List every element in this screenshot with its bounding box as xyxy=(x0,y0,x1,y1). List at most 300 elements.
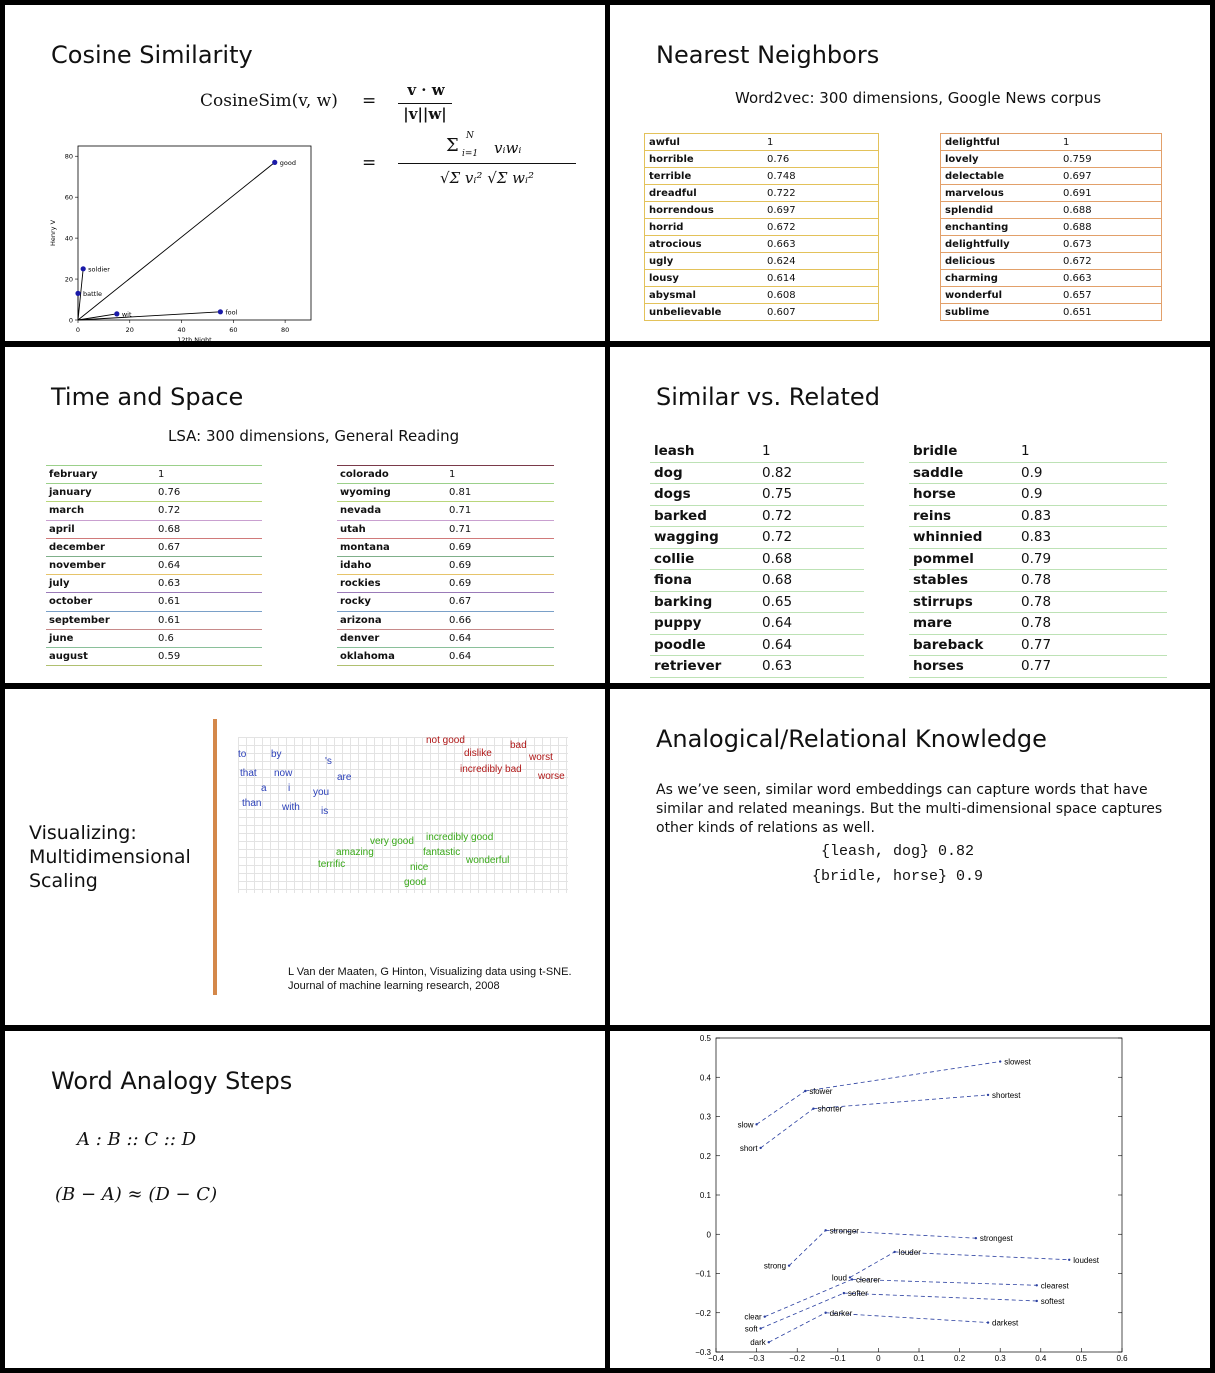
score-cell: 0.66 xyxy=(446,611,554,629)
table-row xyxy=(337,629,554,647)
table-row xyxy=(337,502,554,520)
word-cell: delightful xyxy=(941,134,1060,151)
tsne-word: a xyxy=(261,783,267,794)
point-label-stronger: stronger xyxy=(829,1226,859,1236)
formula-lhs: CosineSim(v, w) xyxy=(200,91,338,111)
formula-frac2-num-i: i=1 xyxy=(462,149,479,159)
table-row xyxy=(909,548,1167,570)
x-tick-label: −0.4 xyxy=(708,1354,724,1363)
table-row xyxy=(337,484,554,502)
point-label-clearer: clearer xyxy=(856,1275,881,1285)
slide-cosine-similarity xyxy=(5,5,605,344)
word-cell: dreadful xyxy=(645,185,764,202)
point-loudest xyxy=(1068,1259,1070,1261)
table-row xyxy=(650,570,864,592)
score-cell: 0.673 xyxy=(1059,236,1162,253)
y-axis-label: Henry V xyxy=(49,219,57,247)
table-row xyxy=(941,185,1162,202)
score-cell: 0.71 xyxy=(446,502,554,520)
score-cell: 0.663 xyxy=(763,236,879,253)
point-label-short: short xyxy=(739,1143,758,1153)
score-cell: 0.63 xyxy=(758,656,864,678)
tsne-word: nice xyxy=(410,862,429,873)
score-cell: 0.663 xyxy=(1059,270,1162,287)
vector-line-good xyxy=(78,162,275,320)
word-cell: bareback xyxy=(909,634,1017,656)
y-tick-label: −0.1 xyxy=(695,1269,711,1279)
table-row xyxy=(909,484,1167,506)
point-label-shortest: shortest xyxy=(992,1090,1021,1100)
score-cell: 0.6 xyxy=(155,629,262,647)
table-row xyxy=(645,151,879,168)
point-label-louder: louder xyxy=(898,1247,921,1257)
point-label-dark: dark xyxy=(750,1338,766,1348)
word-cell: march xyxy=(46,502,155,520)
word-cell: december xyxy=(46,538,155,556)
slide-similar-vs-related xyxy=(610,347,1210,683)
tsne-word: that xyxy=(240,768,257,779)
word-cell: idaho xyxy=(337,556,446,574)
tsne-word: by xyxy=(271,749,282,760)
word-cell: collie xyxy=(650,548,758,570)
table-row xyxy=(645,134,879,151)
score-cell: 0.672 xyxy=(763,219,879,236)
slide-subtitle: Word2vec: 300 dimensions, Google News corpus xyxy=(735,89,1102,107)
y-tick-label: 0.2 xyxy=(699,1151,711,1161)
point-label-wit: wit xyxy=(121,310,132,319)
point-label-darkest: darkest xyxy=(992,1318,1019,1328)
x-tick-label: 0.5 xyxy=(1075,1354,1087,1363)
formula-frac2-num-sum: Σ xyxy=(446,135,459,156)
x-tick-label: 0.6 xyxy=(1116,1354,1128,1363)
table-row xyxy=(909,634,1167,656)
example-bridle-horse: {bridle, horse} 0.9 xyxy=(812,868,984,885)
tsne-word: wonderful xyxy=(466,855,510,866)
point-fool xyxy=(218,309,223,314)
point-slower xyxy=(804,1090,806,1092)
score-cell: 0.68 xyxy=(155,520,262,538)
point-strong xyxy=(788,1264,790,1266)
similarity-table-bridle xyxy=(909,441,1167,678)
table-row xyxy=(909,462,1167,484)
point-dark xyxy=(768,1341,770,1343)
table-row xyxy=(46,538,262,556)
table-row xyxy=(46,520,262,538)
lsa-table-february xyxy=(46,465,262,666)
plot-frame xyxy=(78,146,311,320)
score-cell: 0.9 xyxy=(1017,484,1167,506)
table-row xyxy=(645,270,879,287)
tsne-word: very good xyxy=(370,836,414,847)
analogy-line-softer-softest xyxy=(844,1293,1037,1301)
word-cell: september xyxy=(46,611,155,629)
word-cell: october xyxy=(46,593,155,611)
word-cell: delectable xyxy=(941,168,1060,185)
tsne-word: terrific xyxy=(318,859,346,870)
neighbors-table-delightful xyxy=(940,133,1162,321)
word-cell: lousy xyxy=(645,270,764,287)
word-cell: montana xyxy=(337,538,446,556)
table-row xyxy=(46,575,262,593)
table-row xyxy=(909,505,1167,527)
score-cell: 0.691 xyxy=(1059,185,1162,202)
word-cell: saddle xyxy=(909,462,1017,484)
point-label-darker: darker xyxy=(829,1308,853,1318)
similarity-table-leash xyxy=(650,441,864,678)
word-cell: enchanting xyxy=(941,219,1060,236)
slide-nearest-neighbors xyxy=(610,5,1210,341)
point-clearest xyxy=(1036,1284,1038,1286)
score-cell: 0.607 xyxy=(763,304,879,321)
score-cell: 0.672 xyxy=(1059,253,1162,270)
point-good xyxy=(272,160,277,165)
table-row xyxy=(650,656,864,678)
table-row xyxy=(337,466,554,484)
point-wit xyxy=(114,311,119,316)
table-row xyxy=(337,611,554,629)
analogy-formula: A : B :: C :: D xyxy=(77,1129,197,1150)
score-cell: 0.68 xyxy=(758,570,864,592)
table-row xyxy=(645,202,879,219)
score-cell: 0.657 xyxy=(1059,287,1162,304)
table-row xyxy=(337,520,554,538)
score-cell: 0.64 xyxy=(758,634,864,656)
x-tick-label: 0.1 xyxy=(913,1354,925,1363)
citation: L Van der Maaten, G Hinton, Visualizing data using t-SNE. Journal of machine learning research, 2008 xyxy=(288,966,572,992)
word-cell: wonderful xyxy=(941,287,1060,304)
word-cell: wagging xyxy=(650,527,758,549)
y-tick-label: 0 xyxy=(706,1230,711,1240)
table-row xyxy=(909,527,1167,549)
table-row xyxy=(337,556,554,574)
score-cell: 0.64 xyxy=(446,647,554,665)
score-cell: 0.76 xyxy=(763,151,879,168)
tsne-word: to xyxy=(238,749,247,760)
point-label-slower: slower xyxy=(809,1086,833,1096)
tsne-word: amazing xyxy=(336,847,374,858)
divider-bar xyxy=(213,719,217,995)
word-cell: fiona xyxy=(650,570,758,592)
slide-time-and-space xyxy=(5,347,605,683)
y-tick-label: 20 xyxy=(64,275,73,284)
word-cell: marvelous xyxy=(941,185,1060,202)
word-cell: dogs xyxy=(650,484,758,506)
score-cell: 0.608 xyxy=(763,287,879,304)
word-cell: lovely xyxy=(941,151,1060,168)
score-cell: 0.64 xyxy=(758,613,864,635)
table-row xyxy=(909,441,1167,462)
score-cell: 0.77 xyxy=(1017,656,1167,678)
score-cell: 0.651 xyxy=(1059,304,1162,321)
tsne-word: fantastic xyxy=(423,847,461,858)
formula-frac2-num-n: N xyxy=(466,131,474,141)
slide-title: Similar vs. Related xyxy=(656,383,880,411)
x-axis-label: 12th Night xyxy=(177,336,212,344)
word-cell: charming xyxy=(941,270,1060,287)
y-tick-label: 0.5 xyxy=(699,1034,711,1043)
point-shorter xyxy=(812,1107,814,1109)
score-cell: 0.72 xyxy=(758,527,864,549)
slide-visualizing-mds xyxy=(5,689,605,1025)
point-darker xyxy=(824,1312,826,1314)
tsne-word: not good xyxy=(426,735,465,746)
word-cell: nevada xyxy=(337,502,446,520)
slide-title: Cosine Similarity xyxy=(51,41,253,69)
score-cell: 0.72 xyxy=(758,505,864,527)
word-cell: horse xyxy=(909,484,1017,506)
neighbors-table-awful xyxy=(644,133,879,321)
table-row xyxy=(46,502,262,520)
table-row xyxy=(46,466,262,484)
table-row xyxy=(941,304,1162,321)
score-cell: 0.61 xyxy=(155,611,262,629)
slide-title: Analogical/Relational Knowledge xyxy=(656,725,1047,753)
tsne-word: you xyxy=(313,787,330,798)
word-cell: colorado xyxy=(337,466,446,484)
score-cell: 0.79 xyxy=(1017,548,1167,570)
score-cell: 1 xyxy=(1017,441,1167,462)
point-label-loud: loud xyxy=(831,1273,847,1283)
word-cell: mare xyxy=(909,613,1017,635)
score-cell: 0.64 xyxy=(155,556,262,574)
table-row xyxy=(337,538,554,556)
y-tick-label: 0.4 xyxy=(699,1073,711,1083)
formula-eq-2: = xyxy=(362,153,377,173)
word-cell: stirrups xyxy=(909,591,1017,613)
formula-frac2-den: √Σ vᵢ² √Σ wᵢ² xyxy=(439,169,534,187)
analogy-line-slower-slowest xyxy=(805,1062,1000,1091)
score-cell: 0.67 xyxy=(155,538,262,556)
score-cell: 0.697 xyxy=(763,202,879,219)
table-row xyxy=(645,304,879,321)
word-cell: bridle xyxy=(909,441,1017,462)
point-label-softest: softest xyxy=(1040,1296,1065,1306)
word-cell: abysmal xyxy=(645,287,764,304)
table-row xyxy=(46,484,262,502)
score-cell: 0.68 xyxy=(758,548,864,570)
vector-difference-formula: (B − A) ≈ (D − C) xyxy=(55,1184,218,1205)
word-cell: horrid xyxy=(645,219,764,236)
table-row xyxy=(46,611,262,629)
word-cell: april xyxy=(46,520,155,538)
score-cell: 0.61 xyxy=(155,593,262,611)
word-cell: delightfully xyxy=(941,236,1060,253)
word-cell: awful xyxy=(645,134,764,151)
slide-body: As we’ve seen, similar word embeddings can capture words that have similar and related meanings. But the multi-dimensional space captures other kinds of relations as well. xyxy=(656,782,1163,836)
slide-title: Nearest Neighbors xyxy=(656,41,880,69)
score-cell: 0.688 xyxy=(1059,219,1162,236)
y-tick-label: −0.3 xyxy=(695,1348,711,1357)
table-row xyxy=(650,484,864,506)
point-short xyxy=(759,1147,761,1149)
tsne-word: with xyxy=(282,802,300,813)
word-cell: utah xyxy=(337,520,446,538)
table-row xyxy=(941,134,1162,151)
point-softest xyxy=(1036,1300,1038,1302)
score-cell: 0.71 xyxy=(446,520,554,538)
x-tick-label: 0.3 xyxy=(994,1354,1006,1363)
formula-eq-1: = xyxy=(362,91,377,111)
score-cell: 0.67 xyxy=(446,593,554,611)
score-cell: 0.78 xyxy=(1017,613,1167,635)
analogy-scatter-plot xyxy=(610,1031,1210,1368)
vector-line-fool xyxy=(78,312,220,320)
point-label-battle: battle xyxy=(83,289,103,298)
x-tick-label: 0 xyxy=(876,1354,881,1363)
x-tick-label: 0.4 xyxy=(1035,1354,1047,1363)
tsne-word: i xyxy=(288,783,291,794)
word-cell: barked xyxy=(650,505,758,527)
table-row xyxy=(650,591,864,613)
score-cell: 0.78 xyxy=(1017,570,1167,592)
score-cell: 0.82 xyxy=(758,462,864,484)
slide-title: Time and Space xyxy=(51,383,244,411)
y-tick-label: 0.1 xyxy=(699,1191,711,1200)
analogy-line-dark-darker xyxy=(769,1313,826,1342)
x-tick-label: −0.1 xyxy=(829,1354,846,1363)
score-cell: 1 xyxy=(446,466,554,484)
table-row xyxy=(46,556,262,574)
tsne-word: incredibly good xyxy=(426,832,494,843)
table-row xyxy=(337,647,554,665)
table-row xyxy=(941,219,1162,236)
score-cell: 0.63 xyxy=(155,575,262,593)
word-cell: horrible xyxy=(645,151,764,168)
score-cell: 0.76 xyxy=(155,484,262,502)
word-cell: stables xyxy=(909,570,1017,592)
y-tick-label: 60 xyxy=(64,193,73,202)
word-cell: rockies xyxy=(337,575,446,593)
score-cell: 0.59 xyxy=(155,647,262,665)
word-cell: oklahoma xyxy=(337,647,446,665)
point-label-good: good xyxy=(279,158,296,167)
word-cell: november xyxy=(46,556,155,574)
word-cell: arizona xyxy=(337,611,446,629)
word-cell: ugly xyxy=(645,253,764,270)
word-cell: unbelievable xyxy=(645,304,764,321)
y-tick-label: 80 xyxy=(64,152,73,161)
word-cell: horses xyxy=(909,656,1017,678)
word-cell: august xyxy=(46,647,155,665)
table-row xyxy=(645,236,879,253)
score-cell: 0.72 xyxy=(155,502,262,520)
point-label-loudest: loudest xyxy=(1073,1255,1100,1265)
table-row xyxy=(645,168,879,185)
point-slow xyxy=(755,1123,757,1125)
x-tick-label: 20 xyxy=(125,326,134,334)
word-cell: january xyxy=(46,484,155,502)
score-cell: 0.748 xyxy=(763,168,879,185)
score-cell: 0.83 xyxy=(1017,527,1167,549)
word-cell: barking xyxy=(650,591,758,613)
table-row xyxy=(46,629,262,647)
point-label-slow: slow xyxy=(737,1120,754,1130)
score-cell: 0.759 xyxy=(1059,151,1162,168)
analogy-line-slow-slower xyxy=(757,1091,806,1124)
table-row xyxy=(650,548,864,570)
tsne-word: than xyxy=(242,798,262,809)
table-row xyxy=(941,202,1162,219)
word-cell: reins xyxy=(909,505,1017,527)
slide-subtitle: LSA: 300 dimensions, General Reading xyxy=(168,427,460,445)
word-cell: pommel xyxy=(909,548,1017,570)
tsne-figure xyxy=(238,737,568,893)
analogy-line-strong-stronger xyxy=(789,1230,826,1265)
tsne-word: worse xyxy=(538,771,565,782)
word-cell: leash xyxy=(650,441,758,462)
table-row xyxy=(337,575,554,593)
table-row xyxy=(650,505,864,527)
score-cell: 0.81 xyxy=(446,484,554,502)
score-cell: 1 xyxy=(155,466,262,484)
lsa-table-colorado xyxy=(337,465,554,666)
table-row xyxy=(941,168,1162,185)
table-row xyxy=(337,593,554,611)
score-cell: 0.624 xyxy=(763,253,879,270)
point-slowest xyxy=(999,1060,1001,1062)
slide-analogical-knowledge xyxy=(610,689,1210,1025)
point-label-slowest: slowest xyxy=(1004,1057,1031,1067)
table-row xyxy=(941,236,1162,253)
point-label-strong: strong xyxy=(763,1261,787,1271)
table-row xyxy=(645,287,879,304)
word-cell: horrendous xyxy=(645,202,764,219)
score-cell: 0.78 xyxy=(1017,591,1167,613)
x-tick-label: 60 xyxy=(229,326,238,334)
word-cell: wyoming xyxy=(337,484,446,502)
point-label-clearest: clearest xyxy=(1040,1281,1069,1291)
table-row xyxy=(941,151,1162,168)
point-label-softer: softer xyxy=(847,1289,868,1299)
point-battle xyxy=(75,291,80,296)
table-row xyxy=(46,647,262,665)
score-cell: 0.64 xyxy=(446,629,554,647)
formula-frac1-den: |v||w| xyxy=(403,105,447,123)
word-cell: terrible xyxy=(645,168,764,185)
word-cell: february xyxy=(46,466,155,484)
x-tick-label: −0.2 xyxy=(789,1354,806,1363)
word-cell: whinnied xyxy=(909,527,1017,549)
score-cell: 1 xyxy=(758,441,864,462)
score-cell: 0.69 xyxy=(446,556,554,574)
y-tick-label: 0 xyxy=(68,316,73,325)
table-row xyxy=(650,613,864,635)
x-tick-label: 0 xyxy=(75,326,81,334)
tsne-word: incredibly bad xyxy=(460,764,522,775)
tsne-word: good xyxy=(404,877,427,888)
word-cell: rocky xyxy=(337,593,446,611)
score-cell: 0.9 xyxy=(1017,462,1167,484)
score-cell: 1 xyxy=(763,134,879,151)
tsne-word: is xyxy=(321,806,329,817)
point-darkest xyxy=(987,1321,989,1323)
table-row xyxy=(650,634,864,656)
x-tick-label: 0.2 xyxy=(954,1354,966,1363)
point-loud xyxy=(849,1276,851,1278)
point-soft xyxy=(759,1327,761,1329)
y-tick-label: −0.2 xyxy=(695,1308,711,1318)
point-label-soft: soft xyxy=(744,1324,758,1334)
word-cell: retriever xyxy=(650,656,758,678)
word-cell: puppy xyxy=(650,613,758,635)
word-cell: delicious xyxy=(941,253,1060,270)
tsne-word: now xyxy=(274,768,293,779)
point-shortest xyxy=(987,1094,989,1096)
table-row xyxy=(650,527,864,549)
score-cell: 0.83 xyxy=(1017,505,1167,527)
cosine-scatter-plot xyxy=(43,139,333,344)
tsne-word: 's xyxy=(325,756,332,767)
